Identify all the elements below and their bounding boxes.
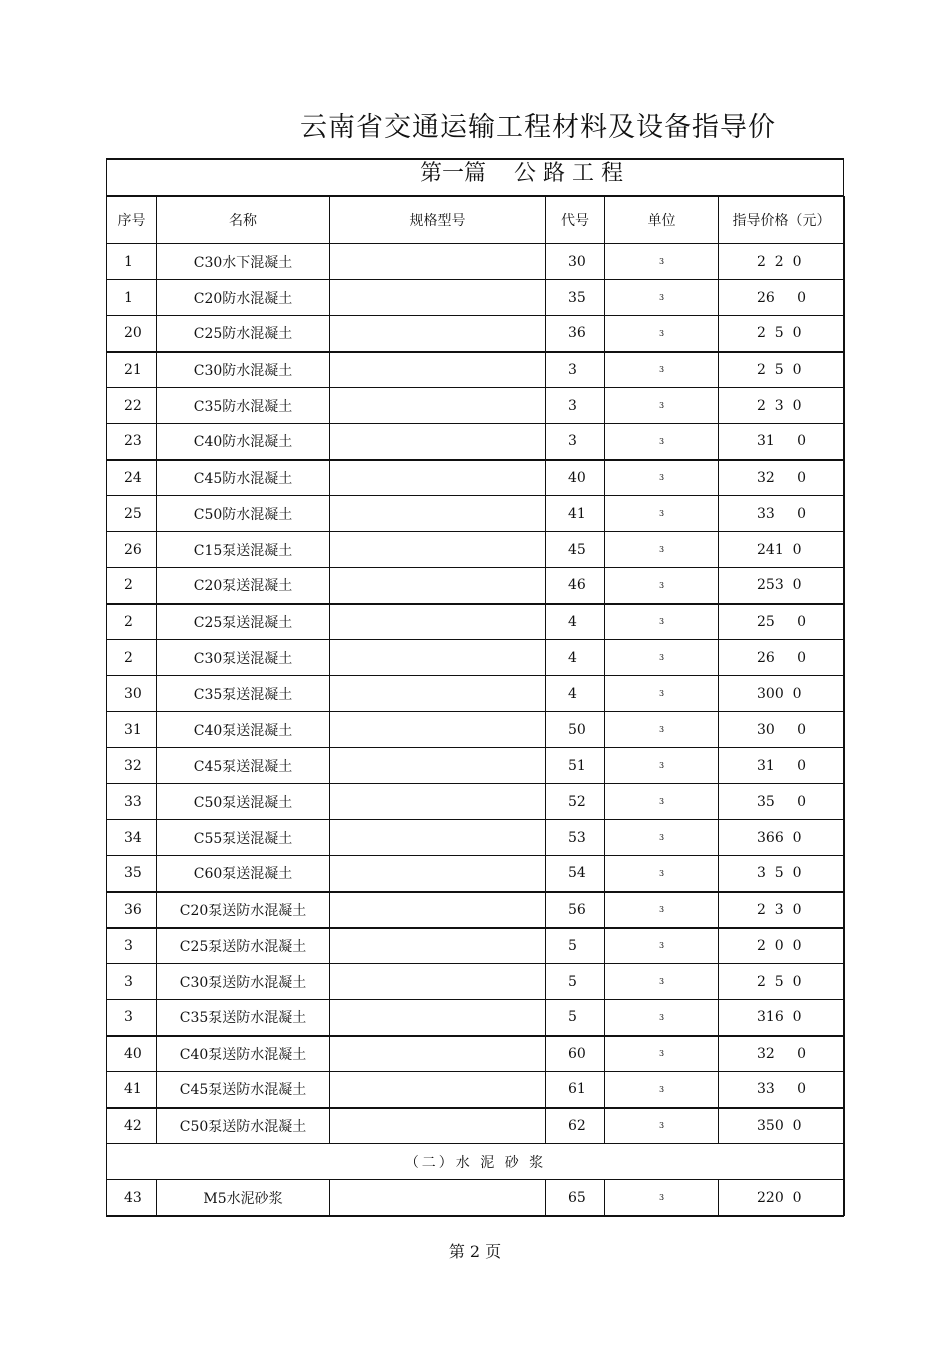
cell-no: 22 <box>107 388 157 424</box>
cell-spec <box>330 1108 546 1144</box>
cell-unit: 3 <box>605 748 719 784</box>
cell-price: 26 0 <box>719 280 845 316</box>
cell-name: C25防水混凝土 <box>157 316 330 352</box>
cell-no: 40 <box>107 1036 157 1072</box>
cell-spec <box>330 1072 546 1108</box>
cell-unit: 3 <box>605 568 719 604</box>
cell-name: C40防水混凝土 <box>157 424 330 460</box>
cell-unit: 3 <box>605 1036 719 1072</box>
cell-code: 54 <box>546 856 605 892</box>
cell-name: C45泵送防水混凝土 <box>157 1072 330 1108</box>
cell-name: C55泵送混凝土 <box>157 820 330 856</box>
cell-unit: 3 <box>605 244 719 280</box>
table-row <box>107 280 845 316</box>
cell-spec <box>330 748 546 784</box>
cell-no: 42 <box>107 1108 157 1144</box>
cell-no: 25 <box>107 496 157 532</box>
cell-unit: 3 <box>605 1072 719 1108</box>
cell-unit: 3 <box>605 1000 719 1036</box>
cell-no: 43 <box>107 1180 157 1216</box>
cell-unit: 3 <box>605 784 719 820</box>
cell-name: C25泵送防水混凝土 <box>157 928 330 964</box>
table-row <box>107 820 845 856</box>
cell-unit: 3 <box>605 1180 719 1216</box>
cell-spec <box>330 784 546 820</box>
table-row <box>107 856 845 892</box>
table-row <box>107 316 845 352</box>
table-row <box>107 1072 845 1108</box>
cell-code: 4 <box>546 640 605 676</box>
document-title: 云南省交通运输工程材料及设备指导价 <box>300 112 776 143</box>
cell-price: 31 0 <box>719 424 845 460</box>
cell-spec <box>330 496 546 532</box>
cell-unit: 3 <box>605 460 719 496</box>
cell-code: 5 <box>546 1000 605 1036</box>
cell-unit: 3 <box>605 604 719 640</box>
cell-spec <box>330 568 546 604</box>
cell-price: 220 0 <box>719 1180 845 1216</box>
cell-unit: 3 <box>605 280 719 316</box>
cell-unit: 3 <box>605 640 719 676</box>
table-row <box>107 460 845 496</box>
cell-unit: 3 <box>605 388 719 424</box>
cell-name: C40泵送混凝土 <box>157 712 330 748</box>
cell-price: 3 5 0 <box>719 856 845 892</box>
cell-spec <box>330 604 546 640</box>
cell-spec <box>330 856 546 892</box>
cell-spec <box>330 1000 546 1036</box>
cell-name: C50防水混凝土 <box>157 496 330 532</box>
cell-no: 20 <box>107 316 157 352</box>
table-row <box>107 388 845 424</box>
cell-no: 3 <box>107 964 157 1000</box>
cell-code: 60 <box>546 1036 605 1072</box>
cell-name: C20泵送混凝土 <box>157 568 330 604</box>
cell-price: 33 0 <box>719 1072 845 1108</box>
cell-code: 62 <box>546 1108 605 1144</box>
cell-code: 4 <box>546 604 605 640</box>
header-name: 名称 <box>157 197 330 244</box>
section-title: 第一篇 公 路 工 程 <box>420 161 623 186</box>
table-row <box>107 352 845 388</box>
cell-unit: 3 <box>605 352 719 388</box>
cell-name: C30水下混凝土 <box>157 244 330 280</box>
cell-no: 3 <box>107 1000 157 1036</box>
cell-no: 24 <box>107 460 157 496</box>
cell-unit: 3 <box>605 964 719 1000</box>
cell-code: 35 <box>546 280 605 316</box>
cell-no: 2 <box>107 604 157 640</box>
table-row <box>107 424 845 460</box>
cell-no: 36 <box>107 892 157 928</box>
cell-spec <box>330 388 546 424</box>
cell-unit: 3 <box>605 892 719 928</box>
cell-no: 41 <box>107 1072 157 1108</box>
cell-no: 35 <box>107 856 157 892</box>
cell-price: 32 0 <box>719 460 845 496</box>
cell-unit: 3 <box>605 1108 719 1144</box>
cell-spec <box>330 316 546 352</box>
table-row <box>107 604 845 640</box>
cell-spec <box>330 1036 546 1072</box>
cell-code: 52 <box>546 784 605 820</box>
table-row <box>107 1180 845 1216</box>
table-row <box>107 748 845 784</box>
table-row <box>107 964 845 1000</box>
cell-name: C30防水混凝土 <box>157 352 330 388</box>
cell-no: 33 <box>107 784 157 820</box>
cell-price: 25 0 <box>719 604 845 640</box>
cell-name: C25泵送混凝土 <box>157 604 330 640</box>
table-row <box>107 532 845 568</box>
cell-spec <box>330 280 546 316</box>
cell-price: 2 5 0 <box>719 352 845 388</box>
cell-spec <box>330 352 546 388</box>
cell-name: C35泵送混凝土 <box>157 676 330 712</box>
cell-code: 61 <box>546 1072 605 1108</box>
cell-unit: 3 <box>605 532 719 568</box>
cell-code: 46 <box>546 568 605 604</box>
cell-spec <box>330 1180 546 1216</box>
header-spec: 规格型号 <box>330 197 546 244</box>
cell-no: 31 <box>107 712 157 748</box>
cell-spec <box>330 244 546 280</box>
cell-code: 3 <box>546 388 605 424</box>
table-row <box>107 712 845 748</box>
cell-name: C35防水混凝土 <box>157 388 330 424</box>
cell-code: 51 <box>546 748 605 784</box>
cell-spec <box>330 532 546 568</box>
table-row <box>107 1036 845 1072</box>
table-row <box>107 1108 845 1144</box>
cell-price: 366 0 <box>719 820 845 856</box>
cell-no: 21 <box>107 352 157 388</box>
cell-spec <box>330 820 546 856</box>
cell-name: C20防水混凝土 <box>157 280 330 316</box>
table-row <box>107 568 845 604</box>
cell-no: 1 <box>107 280 157 316</box>
table-row <box>107 244 845 280</box>
cell-name: C60泵送混凝土 <box>157 856 330 892</box>
cell-no: 26 <box>107 532 157 568</box>
section-title-bar <box>106 160 844 196</box>
subsection-row <box>107 1144 845 1180</box>
cell-no: 34 <box>107 820 157 856</box>
cell-spec <box>330 424 546 460</box>
cell-code: 5 <box>546 928 605 964</box>
cell-spec <box>330 676 546 712</box>
table-row <box>107 784 845 820</box>
subsection-title: （二）水 泥 砂 浆 <box>107 1144 845 1180</box>
price-table <box>106 196 845 1216</box>
cell-unit: 3 <box>605 928 719 964</box>
table-row <box>107 1000 845 1036</box>
cell-name: C15泵送混凝土 <box>157 532 330 568</box>
cell-price: 2 5 0 <box>719 316 845 352</box>
cell-code: 36 <box>546 316 605 352</box>
cell-unit: 3 <box>605 820 719 856</box>
cell-no: 30 <box>107 676 157 712</box>
cell-code: 3 <box>546 352 605 388</box>
cell-code: 5 <box>546 964 605 1000</box>
cell-no: 3 <box>107 928 157 964</box>
cell-code: 65 <box>546 1180 605 1216</box>
cell-no: 2 <box>107 568 157 604</box>
cell-no: 1 <box>107 244 157 280</box>
cell-unit: 3 <box>605 676 719 712</box>
table-body <box>107 244 845 1216</box>
cell-price: 2 3 0 <box>719 892 845 928</box>
table-row <box>107 892 845 928</box>
cell-price: 241 0 <box>719 532 845 568</box>
cell-code: 45 <box>546 532 605 568</box>
cell-price: 300 0 <box>719 676 845 712</box>
cell-code: 3 <box>546 424 605 460</box>
header-price: 指导价格（元） <box>719 197 845 244</box>
cell-name: C20泵送防水混凝土 <box>157 892 330 928</box>
cell-no: 32 <box>107 748 157 784</box>
cell-unit: 3 <box>605 424 719 460</box>
cell-name: M5水泥砂浆 <box>157 1180 330 1216</box>
cell-price: 2 3 0 <box>719 388 845 424</box>
cell-name: C40泵送防水混凝土 <box>157 1036 330 1072</box>
cell-name: C45泵送混凝土 <box>157 748 330 784</box>
cell-name: C30泵送防水混凝土 <box>157 964 330 1000</box>
cell-name: C30泵送混凝土 <box>157 640 330 676</box>
cell-code: 50 <box>546 712 605 748</box>
cell-price: 316 0 <box>719 1000 845 1036</box>
cell-spec <box>330 964 546 1000</box>
cell-unit: 3 <box>605 712 719 748</box>
cell-unit: 3 <box>605 856 719 892</box>
header-unit: 单位 <box>605 197 719 244</box>
header-no: 序号 <box>107 197 157 244</box>
cell-code: 30 <box>546 244 605 280</box>
cell-spec <box>330 460 546 496</box>
cell-spec <box>330 640 546 676</box>
cell-code: 56 <box>546 892 605 928</box>
cell-price: 35 0 <box>719 784 845 820</box>
table-row <box>107 496 845 532</box>
cell-price: 26 0 <box>719 640 845 676</box>
cell-unit: 3 <box>605 496 719 532</box>
cell-no: 2 <box>107 640 157 676</box>
cell-spec <box>330 892 546 928</box>
cell-price: 253 0 <box>719 568 845 604</box>
cell-name: C35泵送防水混凝土 <box>157 1000 330 1036</box>
table-row <box>107 928 845 964</box>
cell-price: 32 0 <box>719 1036 845 1072</box>
cell-name: C45防水混凝土 <box>157 460 330 496</box>
cell-price: 2 5 0 <box>719 964 845 1000</box>
cell-name: C50泵送防水混凝土 <box>157 1108 330 1144</box>
cell-spec <box>330 712 546 748</box>
cell-price: 33 0 <box>719 496 845 532</box>
cell-code: 40 <box>546 460 605 496</box>
cell-spec <box>330 928 546 964</box>
cell-unit: 3 <box>605 316 719 352</box>
cell-price: 2 2 0 <box>719 244 845 280</box>
table-header-row <box>107 197 845 244</box>
cell-code: 4 <box>546 676 605 712</box>
cell-price: 31 0 <box>719 748 845 784</box>
cell-price: 2 0 0 <box>719 928 845 964</box>
cell-code: 53 <box>546 820 605 856</box>
table-row <box>107 640 845 676</box>
cell-price: 30 0 <box>719 712 845 748</box>
header-code: 代号 <box>546 197 605 244</box>
cell-name: C50泵送混凝土 <box>157 784 330 820</box>
table-row <box>107 676 845 712</box>
cell-code: 41 <box>546 496 605 532</box>
cell-no: 23 <box>107 424 157 460</box>
cell-price: 350 0 <box>719 1108 845 1144</box>
page-footer: 第 2 页 <box>448 1242 502 1261</box>
